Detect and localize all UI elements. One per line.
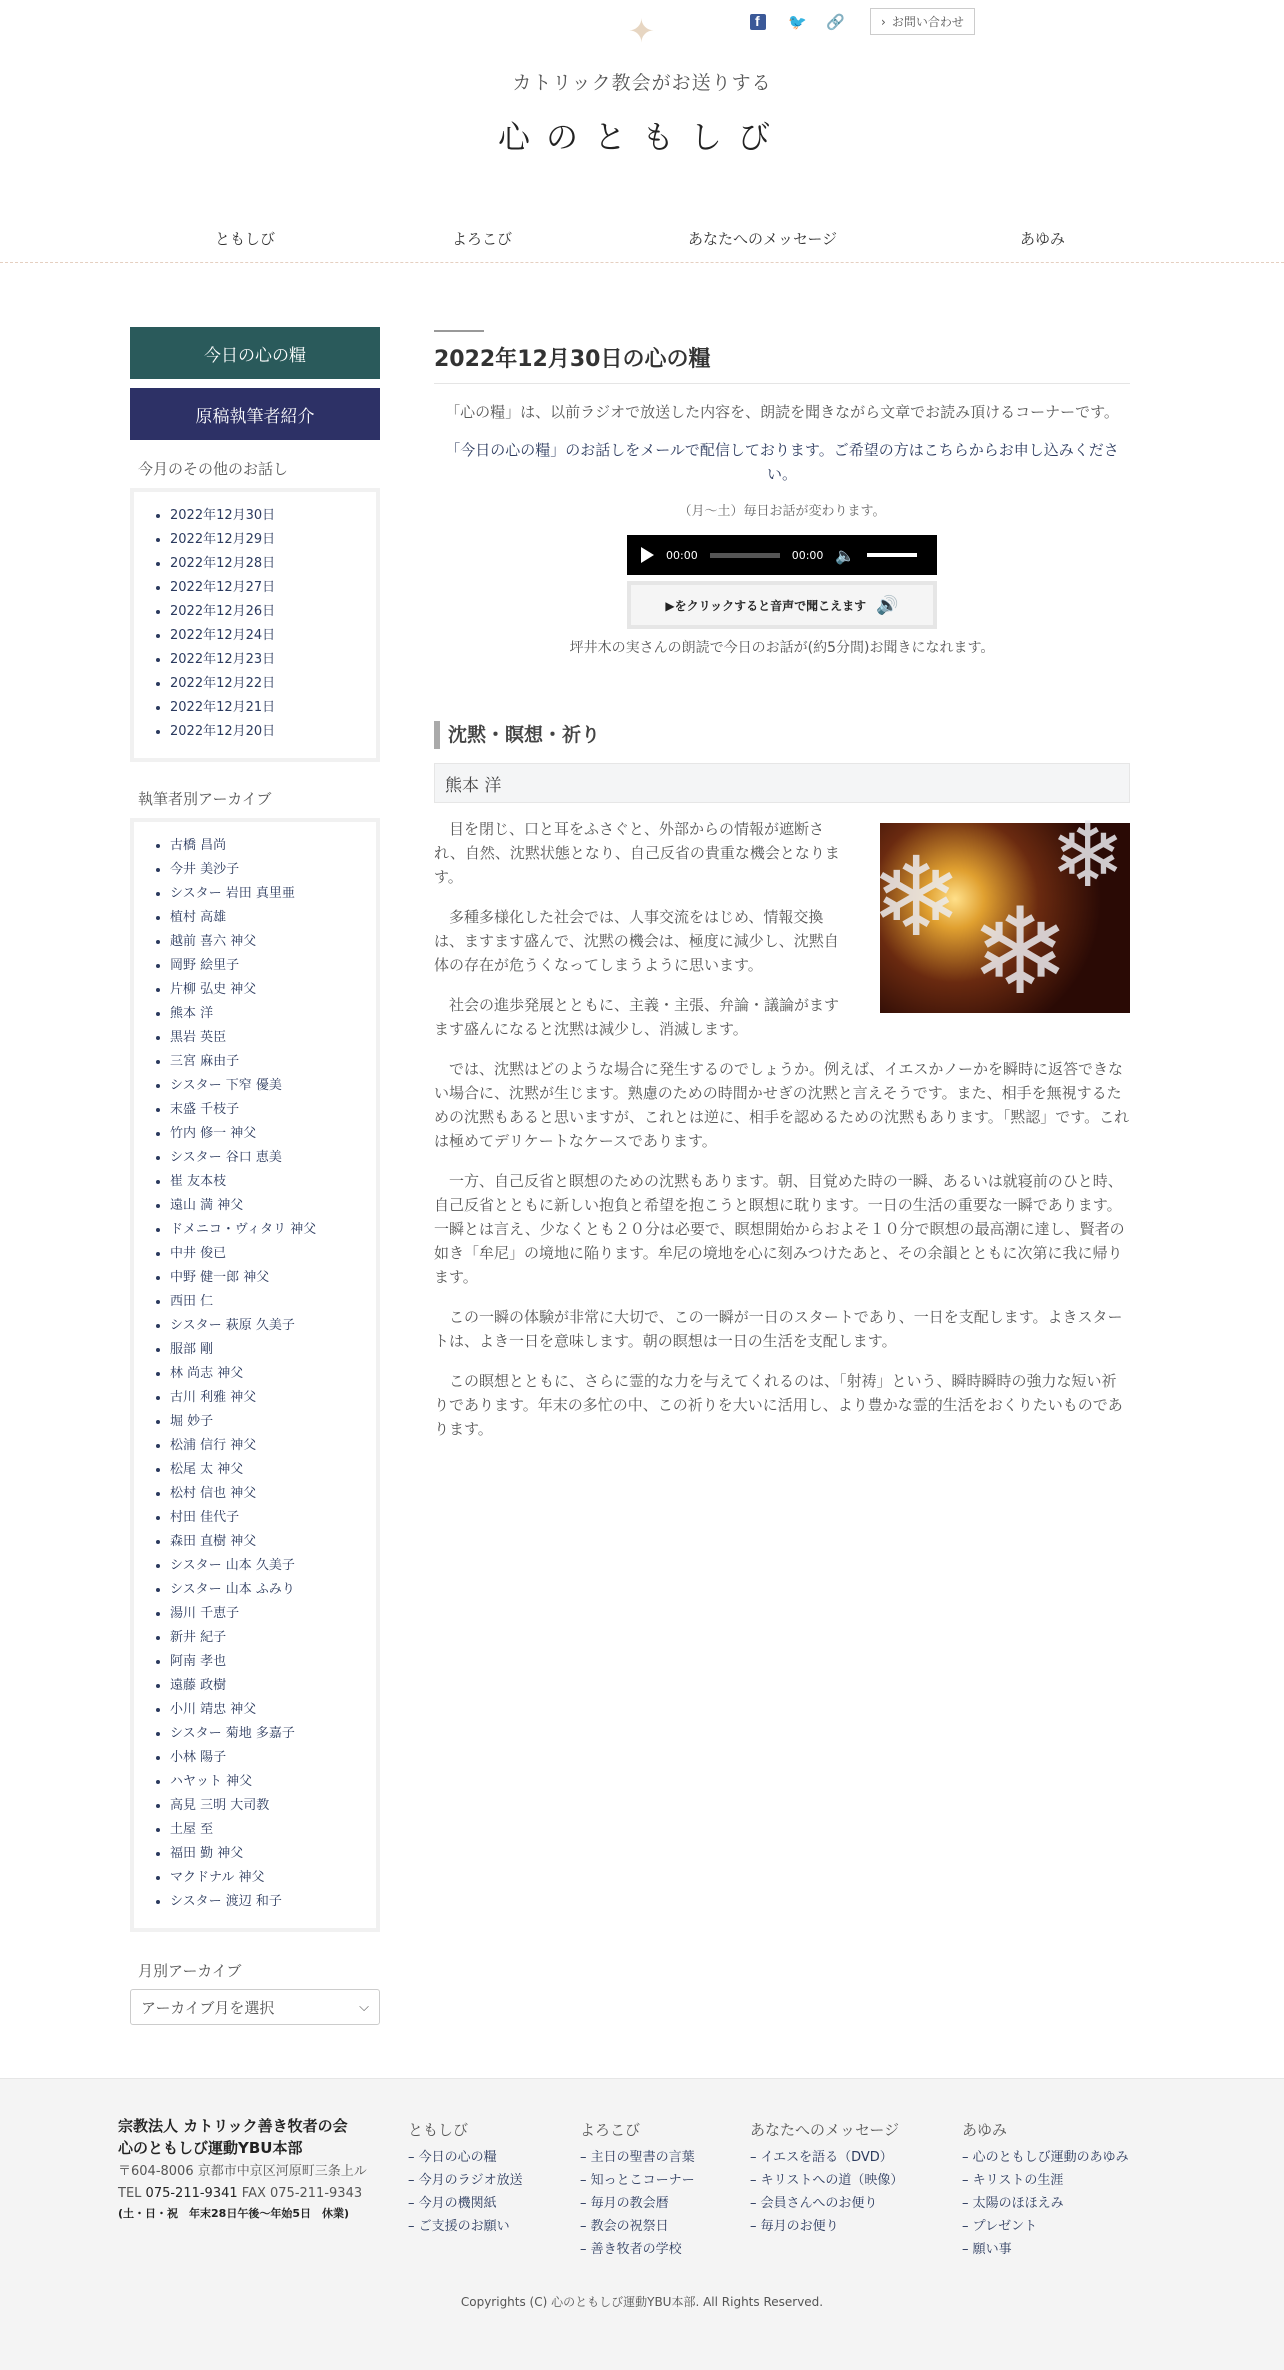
date-link[interactable]: • 2022年12月22日 (170, 674, 376, 698)
writer-link[interactable]: • 西田 仁 (170, 1292, 376, 1316)
writer-link[interactable]: • 高見 三明 大司教 (170, 1796, 376, 1820)
site-subtitle: カトリック教会がお送りする (512, 72, 772, 94)
writer-link[interactable]: • 遠藤 政樹 (170, 1676, 376, 1700)
writer-link[interactable]: • 福田 勤 神父 (170, 1844, 376, 1868)
date-link[interactable]: • 2022年12月20日 (170, 722, 376, 746)
footer-link-label: 今月のラジオ放送 (418, 2173, 523, 2188)
dash-icon: – (962, 2196, 973, 2211)
date-link[interactable]: • 2022年12月27日 (170, 578, 376, 602)
date-link[interactable]: • 2022年12月23日 (170, 650, 376, 674)
writer-link[interactable]: • 古橋 昌尚 (170, 836, 376, 860)
writer-link[interactable]: • ハヤット 神父 (170, 1772, 376, 1796)
writer-link[interactable]: • 新井 紀子 (170, 1628, 376, 1652)
date-list (134, 506, 376, 746)
dash-icon: – (408, 2219, 419, 2234)
footer-link-label: 願い事 (972, 2242, 1012, 2257)
footer-link-label: 毎月の教会暦 (590, 2196, 669, 2211)
footer-link-label: 主日の聖書の言葉 (590, 2150, 695, 2165)
writer-link[interactable]: • 片柳 弘史 神父 (170, 980, 376, 1004)
progress-bar[interactable] (710, 553, 780, 558)
writer-link[interactable]: • シスター 下窄 優美 (170, 1076, 376, 1100)
schedule-note: （月～土）毎日お話が変わります。 (678, 504, 886, 519)
writer-link[interactable]: • 岡野 絵里子 (170, 956, 376, 980)
chevron-right-icon: › (881, 14, 886, 29)
nav-divider (0, 262, 1284, 263)
writers-intro-button[interactable]: 原稿執筆者紹介 (130, 388, 380, 440)
footer-link[interactable] (750, 2146, 903, 2169)
dash-icon: – (408, 2150, 419, 2165)
date-link[interactable]: • 2022年12月26日 (170, 602, 376, 626)
copyright: Copyrights (C) 心のともしび運動YBU本部. All Rights Reserved. (460, 2295, 824, 2309)
play-icon[interactable] (641, 547, 654, 563)
writer-link[interactable]: • 遠山 満 神父 (170, 1196, 376, 1220)
intro-text: 「心の糧」は、以前ラジオで放送した内容を、朗読を聞きながら文章でお読み頂けるコーナーです。 (445, 403, 1119, 421)
writer-link[interactable]: • 中野 健一郎 神父 (170, 1268, 376, 1292)
article-paragraph: 多種多様化した社会では、人事交流をはじめ、情報交換は、ますます盛んで、沈黙の機会は、極度に減少し、沈黙自体の存在が危うくなってしまうように思います。 (434, 908, 839, 974)
footer-link[interactable] (962, 2192, 1129, 2215)
dash-icon: – (750, 2173, 761, 2188)
writer-link[interactable]: • 村田 佳代子 (170, 1508, 376, 1532)
writer-link[interactable]: • シスター 山本 ふみり (170, 1580, 376, 1604)
writers-list-box (130, 818, 380, 1932)
twitter-icon[interactable]: 🐦 (788, 12, 807, 31)
footer-org (118, 2115, 348, 2159)
archive-month-select[interactable] (130, 1989, 380, 2025)
footer-link-label: 毎月のお便り (760, 2219, 839, 2234)
link-icon[interactable]: 🔗 (826, 12, 845, 31)
site-title[interactable]: 心のともしび (497, 118, 786, 156)
contact-numbers (118, 2183, 367, 2205)
footer-link[interactable] (750, 2215, 903, 2238)
footer-link[interactable] (408, 2192, 523, 2215)
article-paragraph: この瞑想とともに、さらに霊的な力を与えてくれるのは、「射祷」という、瞬時瞬時の強力な短い祈りであります。年末の多忙の中、この祈りを大いに活用し、より豊かな霊的生活をおくりたいものであります。 (434, 1372, 1123, 1438)
audio-player (627, 535, 937, 575)
date-link[interactable]: • 2022年12月24日 (170, 626, 376, 650)
dash-icon: – (750, 2196, 761, 2211)
snowflake-icon: ❄ (870, 833, 963, 961)
writer-link[interactable]: • 越前 喜六 神父 (170, 932, 376, 956)
footer-link-list (750, 2146, 903, 2238)
footer-link-label: 今月の機関紙 (418, 2196, 497, 2211)
footer-address (118, 2161, 367, 2205)
writer-link[interactable]: • シスター 渡辺 和子 (170, 1892, 376, 1916)
listen-banner (627, 581, 937, 629)
writer-link[interactable]: • 植村 高雄 (170, 908, 376, 932)
writer-link[interactable]: • 小林 陽子 (170, 1748, 376, 1772)
footer-link[interactable] (962, 2169, 1129, 2192)
page-title: 2022年12月30日の心の糧 (434, 342, 1130, 384)
footer-link[interactable] (580, 2238, 695, 2261)
writer-link[interactable]: • 小川 靖忠 神父 (170, 1700, 376, 1724)
footer-link-label: ご支援のお願い (418, 2219, 510, 2234)
writer-link[interactable]: • 堀 妙子 (170, 1412, 376, 1436)
footer-link[interactable] (580, 2192, 695, 2215)
snowflake-icon: ❄ (1050, 803, 1126, 908)
dash-icon: – (580, 2150, 591, 2165)
dash-icon: – (750, 2219, 761, 2234)
dash-icon: – (962, 2173, 973, 2188)
article-paragraph: 社会の進歩発展とともに、主義・主張、弁論・議論がますます盛んになると沈黙は減少し、消滅します。 (434, 996, 840, 1038)
footer-link[interactable] (580, 2146, 695, 2169)
dash-icon: – (962, 2219, 973, 2234)
tel-number[interactable]: 075-211-9341 (145, 2186, 238, 2201)
writer-link[interactable]: • 黒岩 英臣 (170, 1028, 376, 1052)
reader-note: 坪井木の実さんの朗読で今日のお話が(約5分間)お聞きになれます。 (569, 640, 995, 656)
dash-icon: – (580, 2242, 591, 2257)
snowflake-icon: ❄ (970, 883, 1071, 1022)
article-paragraph: では、沈黙はどのような場合に発生するのでしょうか。例えば、イエスかノーかを瞬時に返答できない場合に、沈黙が生じます。熟慮のための時間かせぎの沈黙と言えそうです。また、相手を無視するための沈黙もあると思いますが、これとは逆に、相手を認めるための沈黙もあります。「黙認」です。これは極めてデリケートなケースであります。 (434, 1060, 1130, 1150)
writer-link[interactable]: • 松村 信也 神父 (170, 1484, 376, 1508)
mail-notice-link[interactable]: 「今日の心の糧」のお話しをメールで配信しております。ご希望の方はこちらからお申し込みください。 (445, 441, 1119, 483)
footer-link-list (408, 2146, 523, 2238)
footer-col-ayumi (962, 2119, 1129, 2261)
date-link[interactable]: • 2022年12月30日 (170, 506, 376, 530)
footer-link-label: プレゼント (972, 2219, 1038, 2234)
fax-label: FAX (241, 2186, 266, 2201)
footer-link-label: 今日の心の糧 (418, 2150, 497, 2165)
footer-link[interactable] (408, 2215, 523, 2238)
footer-col-heading: あゆみ (962, 2121, 1008, 2139)
writer-link[interactable]: • 竹内 修一 神父 (170, 1124, 376, 1148)
footer-col-message (750, 2119, 903, 2238)
writer-link[interactable]: • シスター 岩田 真里亜 (170, 884, 376, 908)
writer-link[interactable]: • 熊本 洋 (170, 1004, 376, 1028)
writer-link[interactable]: • 三宮 麻由子 (170, 1052, 376, 1076)
nav-tomoshibi[interactable]: ともしび (215, 230, 276, 248)
other-talks-heading: 今月のその他のお話し (138, 460, 289, 478)
footer-link-label: 善き牧者の学校 (590, 2242, 682, 2257)
select-value: アーカイブ月を選択 (141, 1998, 275, 2017)
writers-archive-heading: 執筆者別アーカイブ (138, 790, 272, 808)
listen-label: ▶をクリックすると音声で聞こえます (665, 598, 867, 613)
footer-link[interactable] (962, 2238, 1129, 2261)
date-link[interactable]: • 2022年12月21日 (170, 698, 376, 722)
chevron-down-icon: ⌵ (359, 1999, 369, 2015)
footer-link[interactable] (580, 2215, 695, 2238)
writer-link[interactable]: • 林 尚志 神父 (170, 1364, 376, 1388)
footer-col-tomoshibi (408, 2119, 523, 2238)
footer-link-label: 会員さんへのお便り (760, 2196, 878, 2211)
dash-icon: – (580, 2173, 591, 2188)
dash-icon: – (580, 2196, 591, 2211)
writer-link[interactable]: • シスター 山本 久美子 (170, 1556, 376, 1580)
footer-link-label: キリストへの道（映像） (760, 2173, 904, 2188)
title-rule (434, 330, 484, 332)
date-link[interactable]: • 2022年12月29日 (170, 530, 376, 554)
footer-link[interactable] (962, 2146, 1129, 2169)
footer-link[interactable] (580, 2169, 695, 2192)
writer-link[interactable]: • シスター 萩原 久美子 (170, 1316, 376, 1340)
writer-link[interactable]: • 森田 直樹 神父 (170, 1532, 376, 1556)
footer-link-list (962, 2146, 1129, 2261)
footer-link-label: イエスを語る（DVD） (760, 2150, 893, 2165)
main-nav (0, 222, 1284, 264)
writer-link[interactable]: • 松尾 太 神父 (170, 1460, 376, 1484)
writer-link[interactable]: • マクドナル 神父 (170, 1868, 376, 1892)
nav-message[interactable]: あなたへのメッセージ (688, 230, 838, 248)
tel-label: TEL (118, 2186, 142, 2201)
footer-link[interactable] (750, 2169, 903, 2192)
article-body (434, 803, 1130, 1441)
writer-link[interactable]: • 古川 利雅 神父 (170, 1388, 376, 1412)
footer-col-heading: よろこび (580, 2121, 641, 2139)
footer (0, 2078, 1284, 2370)
writer-link[interactable]: • ドメニコ・ヴィタリ 神父 (170, 1220, 376, 1244)
writer-link[interactable]: • 松浦 信行 神父 (170, 1436, 376, 1460)
main-content (434, 330, 1130, 1457)
writer-link[interactable]: • 今井 美沙子 (170, 860, 376, 884)
address: 〒604-8006 京都市中京区河原町三条上ル (118, 2164, 367, 2179)
footer-col-yorokobi (580, 2119, 695, 2261)
dash-icon: – (962, 2150, 973, 2165)
writer-link[interactable]: • 服部 剛 (170, 1340, 376, 1364)
footer-link-label: 太陽のほほえみ (972, 2196, 1064, 2211)
fax-number: 075-211-9343 (270, 2186, 363, 2201)
writer-link[interactable]: • 崔 友本枝 (170, 1172, 376, 1196)
monthly-archive-heading: 月別アーカイブ (138, 1962, 242, 1980)
footer-link[interactable] (408, 2146, 523, 2169)
footer-col-heading: ともしび (408, 2121, 469, 2139)
dash-icon: – (580, 2219, 591, 2234)
writer-link[interactable]: • 土屋 至 (170, 1820, 376, 1844)
footer-link-label: キリストの生涯 (972, 2173, 1064, 2188)
volume-slider[interactable] (867, 553, 917, 557)
speaker-icon: 🔊 (876, 594, 899, 616)
nav-ayumi[interactable]: あゆみ (1020, 230, 1066, 248)
player-current-time: 00:00 (666, 548, 698, 562)
holiday-note: (土・日・祝 年末28日午後〜年始5日 休業) (118, 2207, 350, 2220)
footer-col-heading: あなたへのメッセージ (750, 2121, 900, 2139)
daily-bread-button[interactable]: 今日の心の糧 (130, 327, 380, 379)
author-name: 熊本 洋 (434, 763, 1130, 803)
writer-link[interactable]: • シスター 谷口 恵美 (170, 1148, 376, 1172)
writer-link[interactable]: • 阿南 孝也 (170, 1652, 376, 1676)
footer-link-list (580, 2146, 695, 2261)
contact-label: お問い合わせ (891, 15, 964, 29)
dash-icon: – (962, 2242, 973, 2257)
date-link[interactable]: • 2022年12月28日 (170, 554, 376, 578)
footer-link-label: 知っとこコーナー (590, 2173, 695, 2188)
dash-icon: – (750, 2150, 761, 2165)
snowflake-photo (870, 803, 1130, 1022)
footer-link-label: 心のともしび運動のあゆみ (972, 2150, 1129, 2165)
org-name: 宗教法人 カトリック善き牧者の会 (118, 2117, 348, 2135)
star-ornament-icon: ✦ (628, 12, 655, 50)
writer-link[interactable]: • 湯川 千恵子 (170, 1604, 376, 1628)
dash-icon: – (408, 2196, 419, 2211)
section-title: 沈黙・瞑想・祈り (434, 721, 1130, 749)
facebook-icon[interactable] (750, 14, 766, 30)
article-paragraph: この一瞬の体験が非常に大切で、この一瞬が一日のスタートであり、一日を支配します。よきスタートは、よき一日を意味します。朝の瞑想は一日の生活を支配します。 (434, 1308, 1123, 1350)
org-sub: 心のともしび運動YBU本部 (118, 2139, 303, 2157)
footer-link[interactable] (962, 2215, 1129, 2238)
footer-link[interactable] (408, 2169, 523, 2192)
writer-link[interactable]: • 中井 俊已 (170, 1244, 376, 1268)
footer-link-label: 教会の祝祭日 (590, 2219, 669, 2234)
player-duration: 00:00 (791, 548, 824, 562)
nav-yorokobi[interactable]: よろこび (452, 230, 513, 248)
writer-link[interactable]: • 末盛 千枝子 (170, 1100, 376, 1124)
contact-button[interactable] (870, 8, 975, 35)
writer-link[interactable]: • シスター 菊地 多嘉子 (170, 1724, 376, 1748)
dash-icon: – (408, 2173, 419, 2188)
article-paragraph: 目を閉じ、口と耳をふさぐと、外部からの情報が遮断され、自然、沈黙状態となり、自己反省の貴重な機会となります。 (434, 820, 840, 886)
volume-icon[interactable]: 🔈 (835, 545, 856, 565)
writer-list (134, 836, 376, 1916)
article-paragraph: 一方、自己反省と瞑想のための沈黙もあります。朝、目覚めた時の一瞬、あるいは就寝前のひと時、自己反省とともに新しい抱負と希望を抱こうと瞑想に耽ります。一日の生活の重要な一瞬であります。一瞬とは言え、少なくとも２０分は必要で、瞑想開始からおよそ１０分で瞑想の最高潮に達し、賢者の如き「牟尼」の境地に陥ります。牟尼の境地を心に刻みつけたあと、その余韻とともに次第に我に帰ります。 (434, 1172, 1125, 1286)
footer-link[interactable] (750, 2192, 903, 2215)
social-links (750, 8, 975, 35)
date-list-box (130, 488, 380, 762)
